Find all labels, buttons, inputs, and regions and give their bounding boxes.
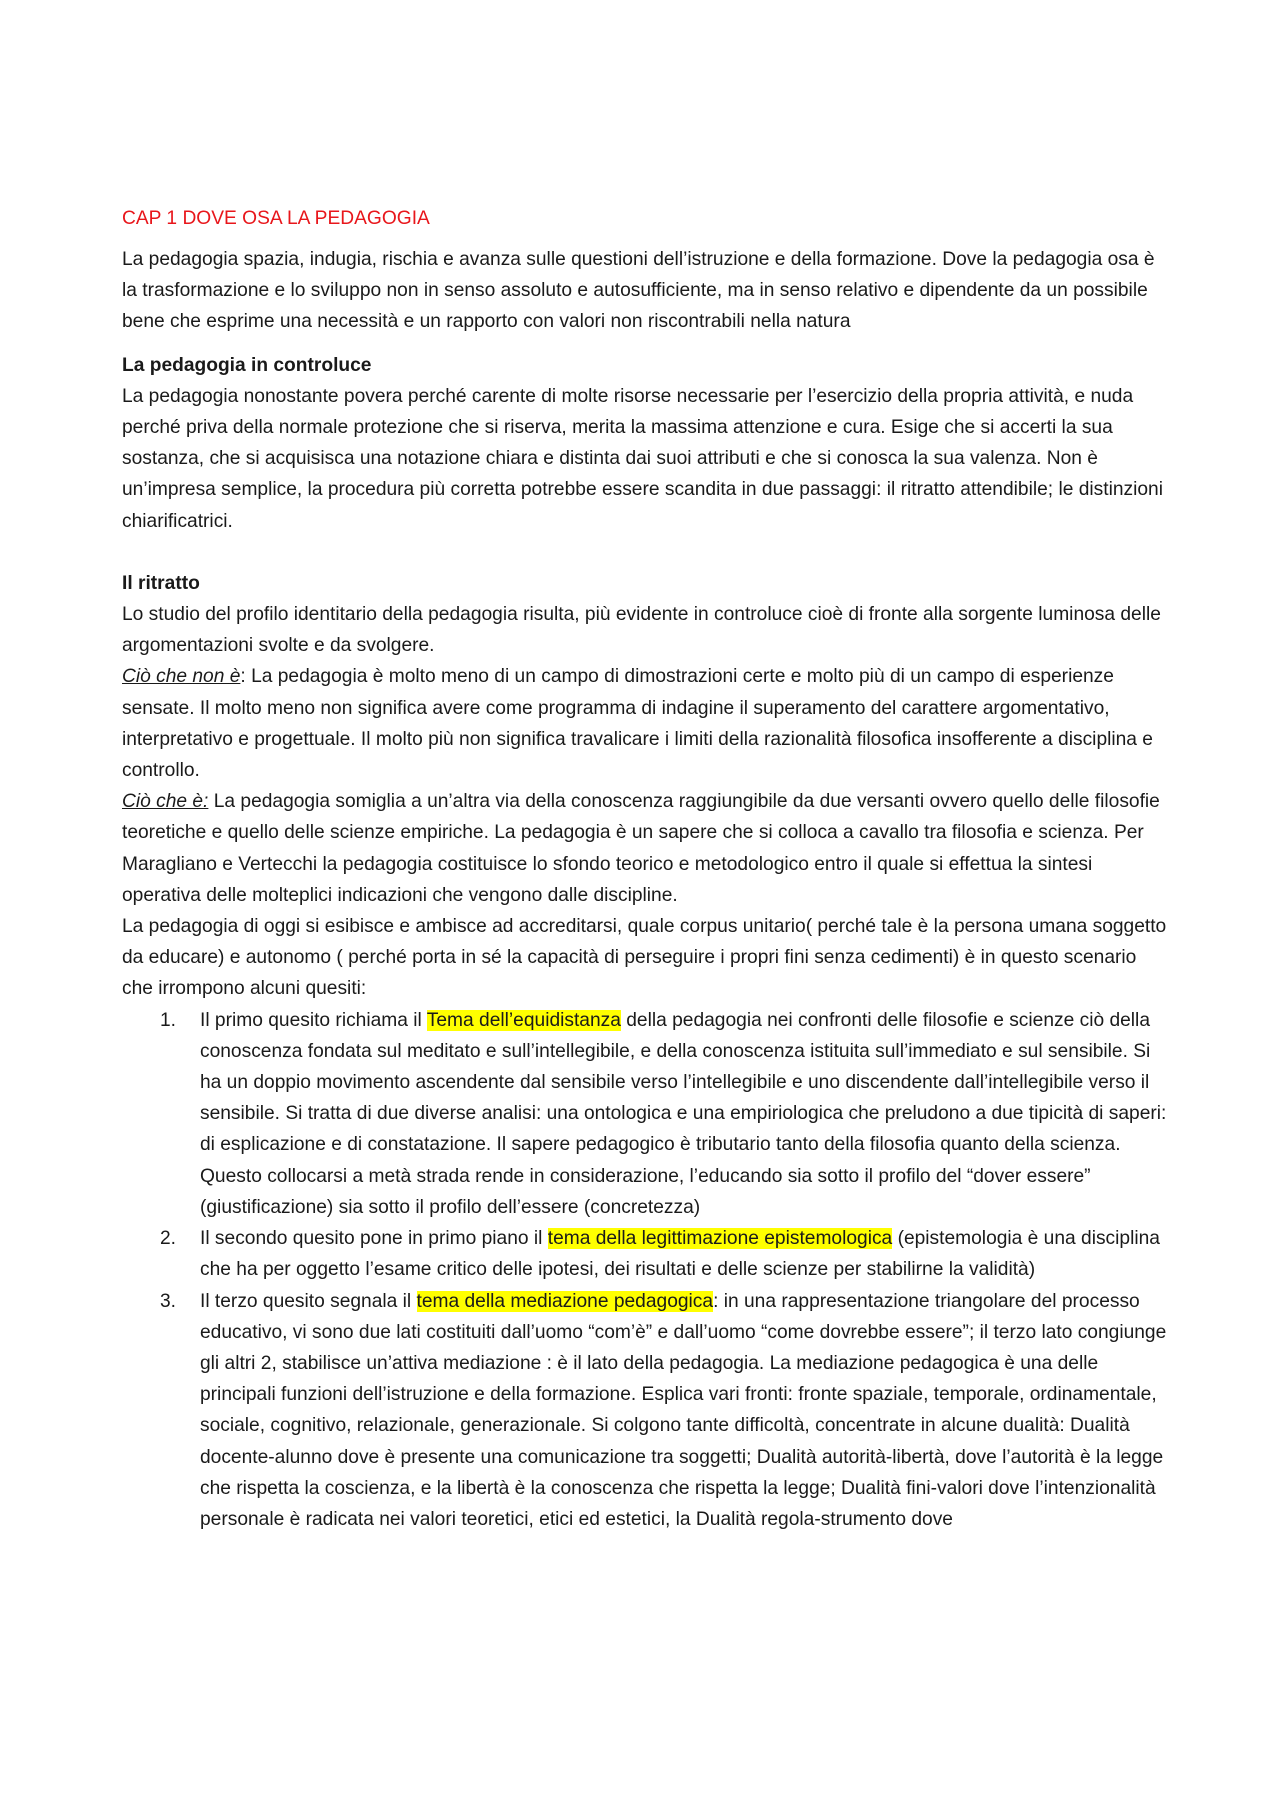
- intro-paragraph: La pedagogia spazia, indugia, rischia e avanza sulle questioni dell’istruzione e della formazione. Dove la pedagogia osa è la trasformazione e lo sviluppo non in senso assoluto e autosufficiente, ma in senso relativo e dipendente da un possibile bene che esprime una necessità e un rapporto con valori non riscontrabili nella natura: [122, 249, 1155, 333]
- pedagogia-oggi-paragraph: La pedagogia di oggi si esibisce e ambisce ad accreditarsi, quale corpus unitario( perché tale è la persona umana soggetto da educare) e autonomo ( perché porta in sé la capacità di perseguire i propri fini senza cedimenti) è in questo scenario che irrompono alcuni quesiti:: [122, 916, 1167, 1000]
- quesiti-list: [122, 1005, 1170, 1535]
- list-item-text-before: Il secondo quesito pone in primo piano il: [200, 1228, 548, 1250]
- cio-che-e-text: La pedagogia somiglia a un’altra via della conoscenza raggiungibile da due versanti ovvero quello delle filosofie teoretiche e quello delle scienze empiriche. La pedagogia è un sapere che si colloca a cavallo tra filosofia e scienza. Per Maragliano e Vertecchi la pedagogia costituisce lo sfondo teorico e metodologico entro il quale si effettua la sintesi operativa delle molteplici indicazioni che vengono dalle discipline.: [122, 791, 1160, 906]
- cio-che-e-label: Ciò che è:: [122, 791, 209, 813]
- spacer: [122, 537, 1170, 568]
- list-item-text-before: Il terzo quesito segnala il: [200, 1290, 417, 1312]
- section-body-controluce: La pedagogia nonostante povera perché carente di molte risorse necessarie per l’esercizio della propria attività, e nuda perché priva della normale protezione che si riserva, merita la massima attenzione e cura. Esige che si accerti la sua sostanza, che si acquisisca una notazione chiara e distinta dai suoi attributi e che si conosca la sua valenza. Non è un’impresa semplice, la procedura più corretta potrebbe essere scandita in due passaggi: il ritratto attendibile; le distinzioni chiarificatrici.: [122, 385, 1163, 532]
- chapter-title: CAP 1 DOVE OSA LA PEDAGOGIA: [122, 208, 430, 229]
- list-item: [160, 1223, 1170, 1285]
- section-heading-controluce: La pedagogia in controluce: [122, 354, 372, 376]
- highlighted-term: tema della mediazione pedagogica: [416, 1290, 714, 1312]
- highlighted-term: Tema dell’equidistanza: [426, 1009, 621, 1031]
- list-item-text-after: della pedagogia nei confronti delle filosofie e scienze ciò della conoscenza fondata sul meditato e sull’intellegibile, e della conoscenza istituita sull’immediato e sul sensibile. Si ha un doppio movimento ascendente dal sensibile verso l’intellegibile e uno discendente dall’intellegibile verso il sensibile. Si tratta di due diverse analisi: una ontologica e una empiriologica che preludono a due tipicità di saperi: di esplicazione e di constatazione. Il sapere pedagogico è tributario tanto della filosofia quanto della scienza. Questo collocarsi a metà strada rende in considerazione, l’educando sia sotto il profilo del “dover essere” (giustificazione) sia sotto il profilo dell’essere (concretezza): [200, 1009, 1167, 1218]
- list-item-number: 1.: [160, 1009, 177, 1031]
- cio-che-e-paragraph: [122, 786, 1170, 911]
- cio-che-non-e-label: Ciò che non è: [122, 666, 241, 688]
- section-heading-ritratto: Il ritratto: [122, 572, 200, 594]
- list-item-number: 3.: [160, 1290, 177, 1312]
- list-item-text-before: Il primo quesito richiama il: [200, 1009, 427, 1031]
- list-item-number: 2.: [160, 1228, 177, 1250]
- ritratto-body: Lo studio del profilo identitario della pedagogia risulta, più evidente in controluce cioè di fronte alla sorgente luminosa delle argomentazioni svolte e da svolgere.: [122, 604, 1161, 657]
- highlighted-term: tema della legittimazione epistemologica: [547, 1228, 893, 1250]
- list-item-text-after: (epistemologia è una disciplina che ha per oggetto l’esame critico delle ipotesi, dei risultati e delle scienze per stabilirne la validità): [200, 1228, 1160, 1281]
- list-item: [160, 1005, 1170, 1223]
- cio-che-non-e-paragraph: [122, 661, 1170, 786]
- list-item-text-after: : in una rappresentazione triangolare del processo educativo, vi sono due lati costituiti dall’uomo “com’è” e dall’uomo “come dovrebbe essere”; il terzo lato congiunge gli altri 2, stabilisce un’attiva mediazione : è il lato della pedagogia. La mediazione pedagogica è una delle principali funzioni dell’istruzione e della formazione. Esplica vari fronti: fronte spaziale, temporale, ordinamentale, sociale, cognitivo, relazionale, generazionale. Si colgono tante difficoltà, concentrate in alcune dualità: Dualità docente-alunno dove è presente una comunicazione tra soggetti; Dualità autorità-libertà, dove l’autorità è la legge che rispetta la coscienza, e la libertà è la conoscenza che rispetta la legge; Dualità fini-valori dove l’intenzionalità personale è radicata nei valori teoretici, etici ed estetici, la Dualità regola-strumento dove: [200, 1290, 1167, 1530]
- list-item: [160, 1286, 1170, 1536]
- cio-che-non-e-text: : La pedagogia è molto meno di un campo di dimostrazioni certe e molto più di un campo di esperienze sensate. Il molto meno non significa avere come programma di indagine il superamento del carattere argomentativo, interpretativo e progettuale. Il molto più non significa travalicare i limiti della razionalità filosofica insofferente a disciplina e controllo.: [122, 666, 1153, 782]
